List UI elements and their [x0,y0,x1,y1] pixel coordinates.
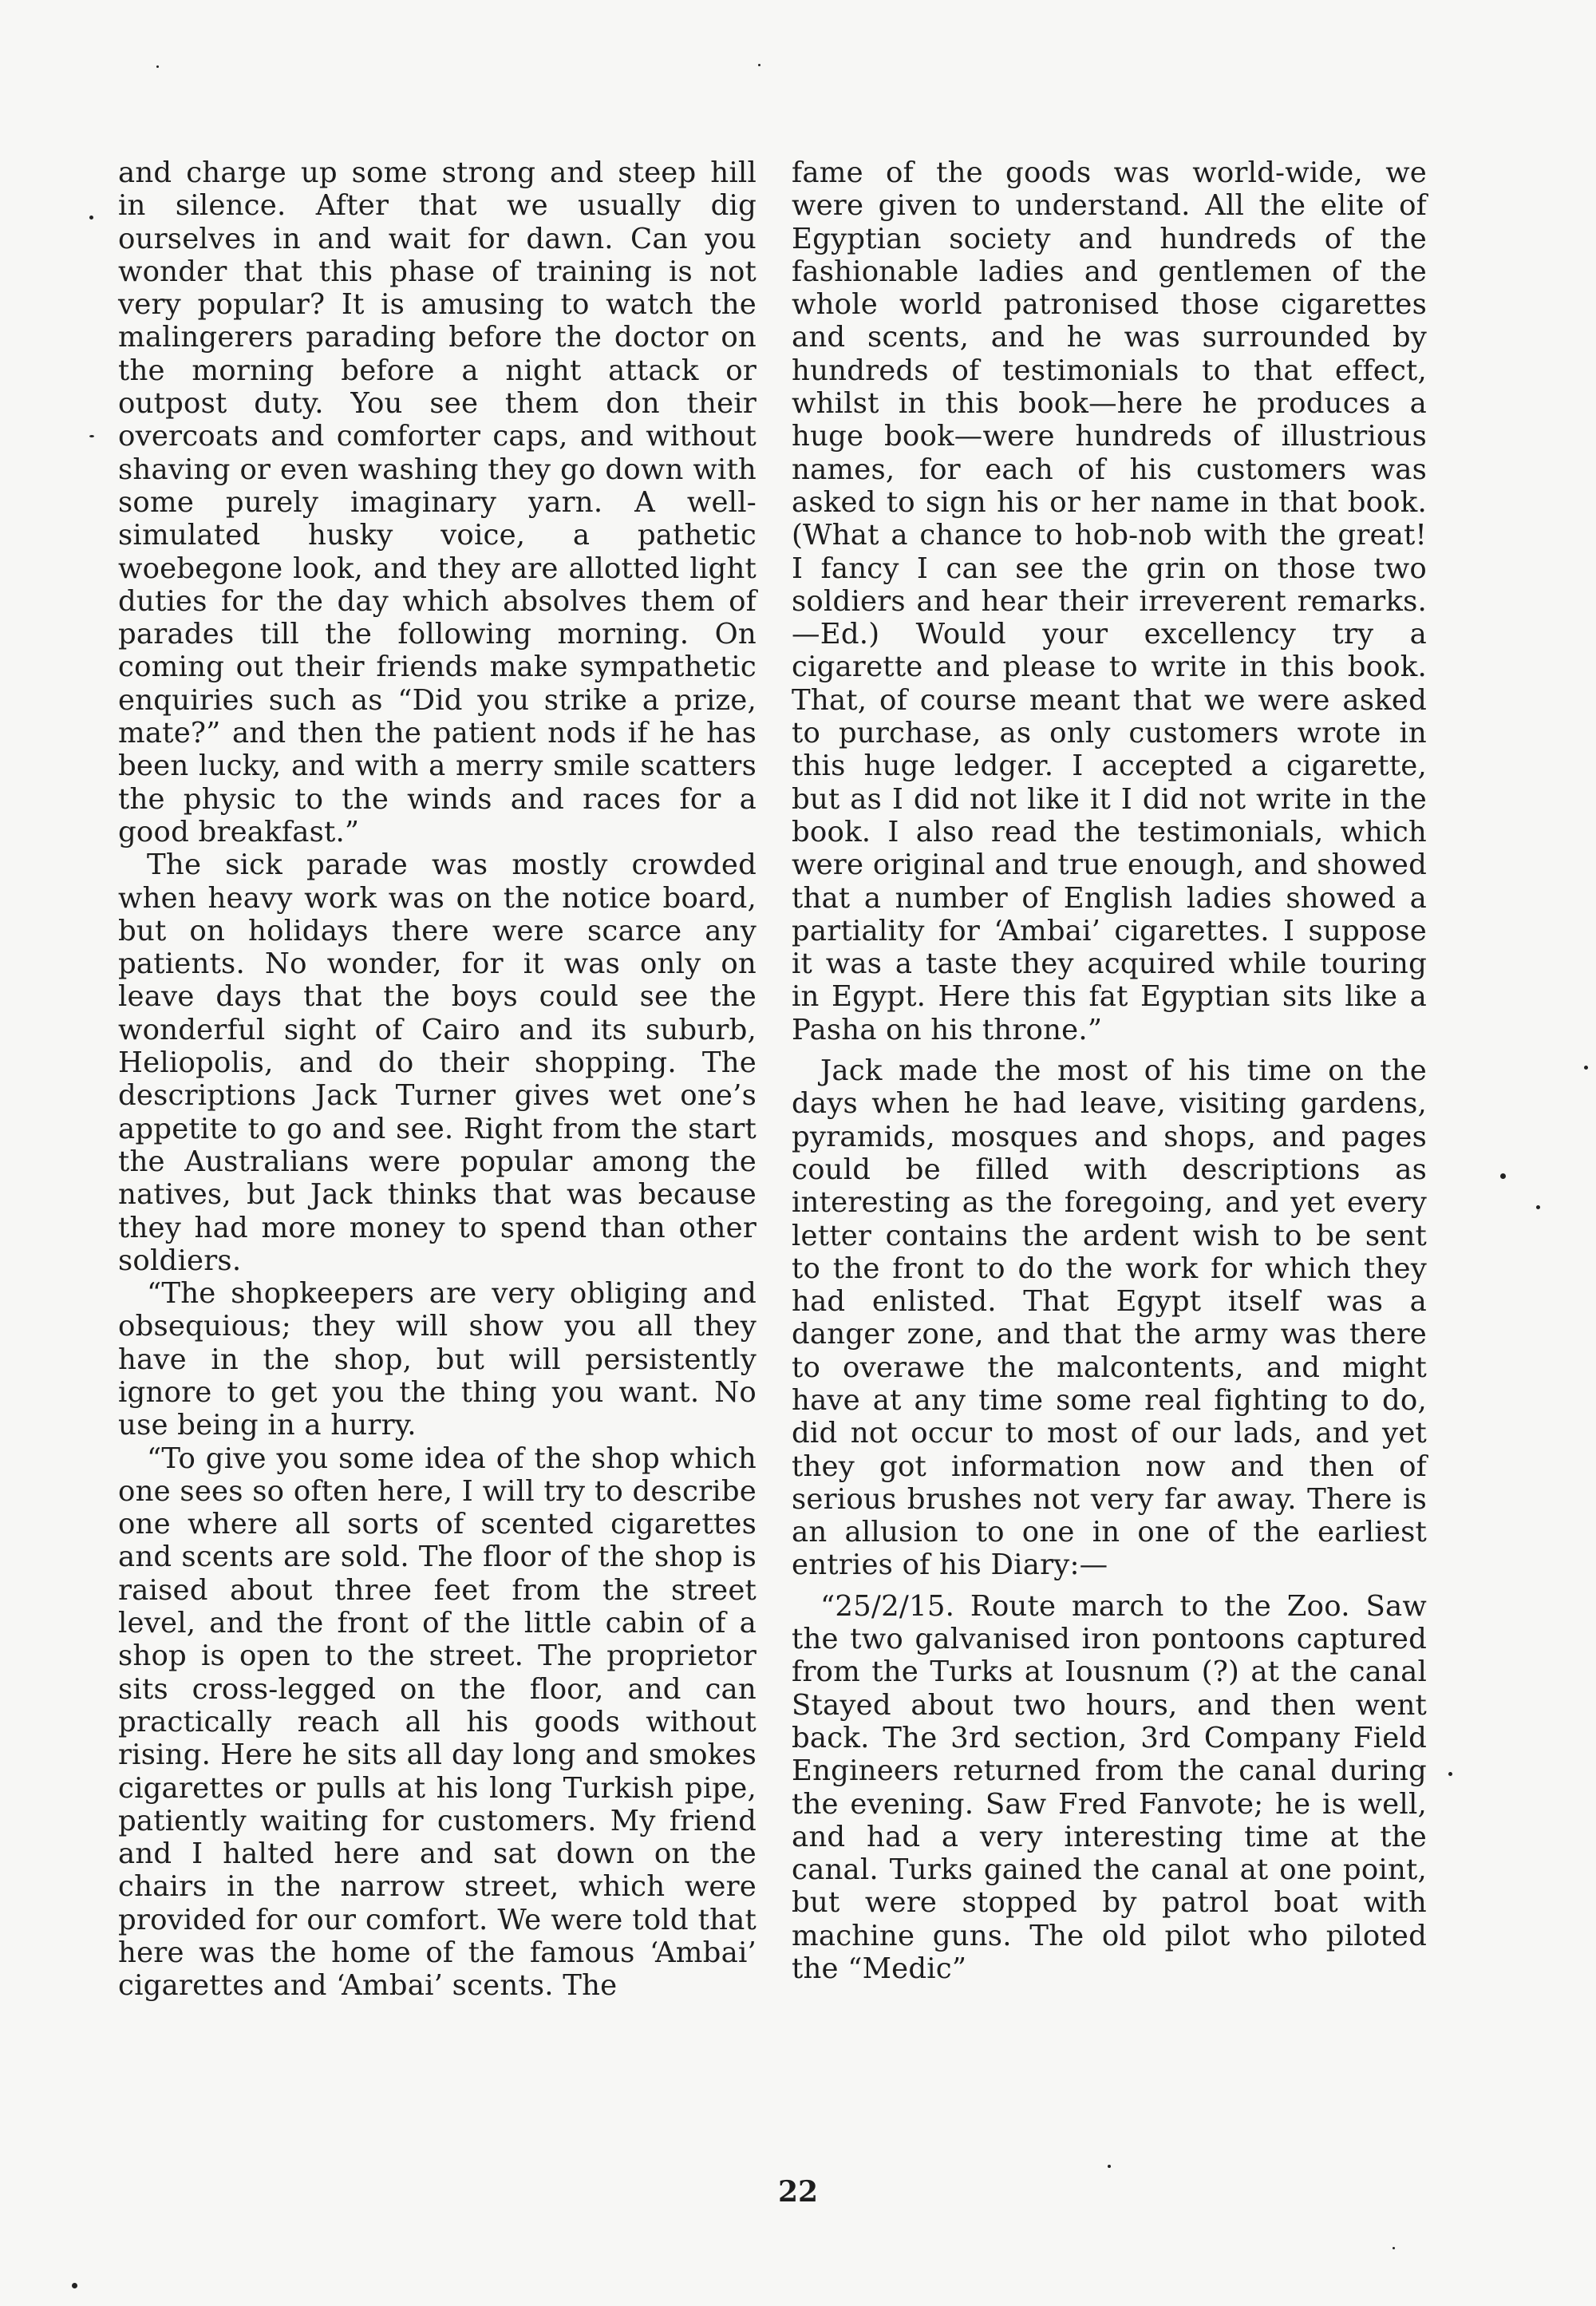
print-speck [1108,2165,1111,2168]
left-paragraph-2: The sick parade was mostly crowded when heavy work was on the notice board, but on holidays there were scarce any patients. No wonder, for it was only on leave days that the boys could see the wonderful sight of Cairo and its suburb, Heliopolis, and do their shopping. The descriptions Jack Turner gives wet one’s appetite to go and see. Right from the start the Australians were popular among the natives, but Jack thinks that was because they had more money to spend than other soldiers. [118,848,757,1277]
left-paragraph-1: and charge up some strong and steep hill in silence. After that we usually dig ourselves in and wait for dawn. Can you wonder that this phase of training is not very popular? It is amusing to watch the malingerers parading before the doctor on the morning before a night attack or outpost duty. You see them don their overcoats and comforter caps, and without shaving or even washing they go down with some purely imaginary yarn. A well-simulated husky voice, a pathetic woebegone look, and they are allotted light duties for the day which absolves them of parades till the following morning. On coming out their friends make sympathetic enquiries such as “Did you strike a prize, mate?” and then the patient nods if he has been lucky, and with a merry smile scatters the physic to the winds and races for a good breakfast.” [118,156,757,848]
right-paragraph-1: fame of the goods was world-wide, we were given to understand. All the elite of Egyptian society and hundreds of the fashionable ladies and gentlemen of the whole world patronised those cigarettes and scents, and he was surrounded by hundreds of testimonials to that effect, whilst in this book—here he produces a huge book—were hundreds of illustrious names, for each of his customers was asked to sign his or her name in that book. (What a chance to hob-nob with the great! I fancy I can see the grin on those two soldiers and hear their irreverent remarks.—Ed.) Would your excellency try a cigarette and please to write in this book. That, of course meant that we were asked to purchase, as only customers wrote in this huge ledger. I accepted a cigarette, but as I did not like it I did not write in the book. I also read the testimonials, which were original and true enough, and showed that a number of English ladies showed a partiality for ‘Ambai’ cigarettes. I suppose it was a taste they acquired while touring in Egypt. Here this fat Egyptian sits like a Pasha on his throne.” [792,156,1427,1046]
print-speck [156,65,159,68]
print-speck [1536,1205,1540,1209]
print-speck [1584,1066,1588,1070]
left-paragraph-3: “The shopkeepers are very obliging and obsequious; they will show you all they have in the shop, but will persistently ignore to get you the thing you want. No use being in a hurry. [118,1277,757,1442]
left-column [118,156,757,2003]
print-speck [1500,1173,1506,1179]
print-speck [1448,1772,1452,1776]
left-paragraph-4: “To give you some idea of the shop which one sees so often here, I will try to describe one where all sorts of scented cigarettes and scents are sold. The floor of the shop is raised about three feet from the street level, and the front of the little cabin of a shop is open to the street. The proprietor sits cross-legged on the floor, and can practically reach all his goods without rising. Here he sits all day long and smokes cigarettes or pulls at his long Turkish pipe, patiently waiting for customers. My friend and I halted here and sat down on the chairs in the narrow street, which were provided for our comfort. We were told that here was the home of the famous ‘Ambai’ cigarettes and ‘Ambai’ scents. The [118,1442,757,2003]
right-column [792,156,1427,1985]
print-speck [72,2283,77,2288]
print-speck [89,435,94,437]
right-paragraph-3: “25/2/15. Route march to the Zoo. Saw the two galvanised iron pontoons captured from the Turks at Iousnum (?) at the canal Stayed about two hours, and then went back. The 3rd section, 3rd Company Field Engineers returned from the canal during the evening. Saw Fred Fanvote; he is well, and had a very interesting time at the canal. Turks gained the canal at one point, but were stopped by patrol boat with machine guns. The old pilot who piloted the “Medic” [792,1589,1427,1986]
print-speck [758,64,760,66]
right-paragraph-2: Jack made the most of his time on the days when he had leave, visiting gardens, pyramids, mosques and shops, and pages could be filled with descriptions as interesting as the foregoing, and yet every letter contains the ardent wish to be sent to the front to do the work for which they had enlisted. That Egypt itself was a danger zone, and that the army was there to overawe the malcontents, and might have at any time some real fighting to do, did not occur to most of our lads, and yet they got information now and then of serious brushes not very far away. There is an allusion to one in one of the earliest entries of his Diary:— [792,1054,1427,1582]
page-number: 22 [777,2175,819,2209]
print-speck [89,216,93,220]
print-speck [1393,2247,1395,2249]
